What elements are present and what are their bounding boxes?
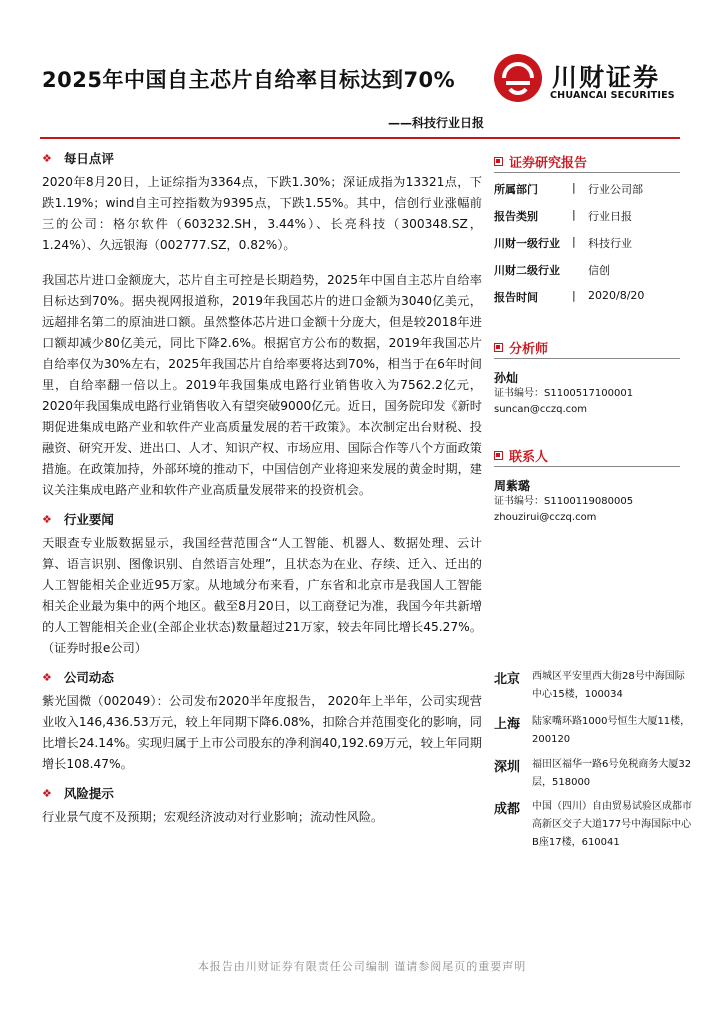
main-content — [42, 148, 482, 828]
diamond-bullet-icon: ❖ — [42, 151, 52, 165]
sidebar-divider — [494, 358, 680, 359]
sidebar-divider — [494, 172, 680, 173]
info-row: 川财一级行业 | 科技行业 — [494, 235, 632, 250]
info-row: 川财二级行业 信创 — [494, 264, 610, 277]
section-daily-review — [42, 148, 482, 501]
logo-text-cn: 川财证券 — [552, 63, 661, 92]
logo-text-en: CHUANCAI SECURITIES — [550, 90, 675, 101]
office-shenzhen: 深圳 福田区福华一路6号免税商务大厦32层，518000 — [494, 759, 692, 788]
sidebar-heading-report: 证券研究报告 — [494, 152, 694, 170]
square-bullet-icon — [494, 451, 503, 460]
company-logo — [494, 54, 684, 106]
section-industry-news — [42, 509, 482, 659]
paragraph: 2020年8月20日，上证综指为3364点，下跌1.30%；深证成指为13321点，下跌1.19%；wind自主可控指数为9395点，下跌1.55%。其中，信创行业涨幅前三的公司：格尔软件（603232.SH，3.44%）、长亮科技（300348.SZ，1.24%）、久远银海（002777.SZ，0.82%）。 — [42, 175, 482, 252]
paragraph: 紫光国微（002049）：公司发布2020半年度报告， 2020年上半年，公司实现营业收入146,436.53万元，较上年同期下降6.08%，扣除合并范围变化的影响，同比增长24.14%。实现归属于上市公司股东的净利润40,192.69万元，较上年同期增长108.47%。 — [42, 694, 482, 771]
contact-cert: 证书编号：S1100119080005 — [494, 496, 634, 507]
page-footer: 本报告由川财证券有限责任公司编制 谨请参阅尾页的重要声明 — [197, 960, 527, 973]
info-row: 报告类别 | 行业日报 — [494, 208, 632, 223]
office-beijing: 北京 西城区平安里西大街28号中海国际中心15楼，100034 — [494, 671, 685, 700]
sidebar-heading-analyst: 分析师 — [494, 338, 694, 356]
section-company-news — [42, 667, 482, 775]
header-divider — [40, 137, 680, 139]
section-heading: ❖ 公司动态 — [42, 670, 114, 685]
info-row: 报告时间 | 2020/8/20 — [494, 289, 645, 304]
square-bullet-icon — [494, 343, 503, 352]
sidebar-heading-contact: 联系人 — [494, 446, 694, 464]
office-shanghai: 上海 陆家嘴环路1000号恒生大厦11楼，200120 — [494, 716, 691, 745]
analyst-block — [494, 338, 694, 418]
square-bullet-icon — [494, 157, 503, 166]
sidebar — [494, 152, 694, 526]
analyst-email: suncan@cczq.com — [494, 404, 587, 415]
analyst-cert: 证书编号：S1100517100001 — [494, 388, 634, 399]
diamond-bullet-icon: ❖ — [42, 670, 52, 684]
section-heading: ❖ 风险提示 — [42, 786, 114, 801]
diamond-bullet-icon: ❖ — [42, 786, 52, 800]
section-heading: ❖ 每日点评 — [42, 151, 114, 166]
logo-mark-icon — [494, 54, 542, 102]
sidebar-divider — [494, 466, 680, 467]
section-heading: ❖ 行业要闻 — [42, 512, 114, 527]
office-chengdu: 成都 中国（四川）自由贸易试验区成都市高新区交子大道177号中海国际中心B座17楼，610041 — [494, 801, 692, 848]
contact-email: zhouzirui@cczq.com — [494, 512, 597, 523]
paragraph: 我国芯片进口金额庞大，芯片自主可控是长期趋势，2025年中国自主芯片自给率目标达到70%。据央视网报道称，2019年我国芯片的进口金额为3040亿美元，远超排名第二的原油进口额。虽然整体芯片进口金额十分庞大，但是较2018年进口额却减少80亿美元，同比下降2.6%。根据官方公布的数据，2019年我国芯片自给率仅为30%左右，2025年我国芯片自给率要将达到70%，相当于在6年时间里，自给率翻一倍以上。2019年我国集成电路行业销售收入为7562.2亿元，2020年我国集成电路行业销售收入有望突破9000亿元。近日，国务院印发《新时期促进集成电路产业和软件产业高质量发展的若干政策》。本次制定出台财税、投融资、研究开发、进出口、人才、知识产权、市场应用、国际合作等八个方面政策措施。在政策加持，外部环境的推动下，中国信创产业将迎来发展的黄金时期，建议关注集成电路产业和软件产业高质量发展带来的投资机会。 — [42, 273, 482, 497]
diamond-bullet-icon: ❖ — [42, 512, 52, 526]
info-row: 所属部门 | 行业公司部 — [494, 181, 643, 196]
paragraph: 行业景气度不及预期；宏观经济波动对行业影响；流动性风险。 — [42, 810, 384, 824]
analyst-name: 孙灿 — [494, 371, 519, 385]
contact-block — [494, 446, 694, 526]
report-info-table — [494, 181, 694, 316]
contact-name: 周紫璐 — [494, 479, 531, 493]
section-risk — [42, 783, 482, 828]
report-title: 2025年中国自主芯片自给率目标达到70% — [42, 68, 456, 92]
report-subtitle: ——科技行业日报 — [387, 116, 484, 130]
paragraph: 天眼查专业版数据显示，我国经营范围含“人工智能、机器人、数据处理、云计算、语言识别、图像识别、自然语言处理”，且状态为在业、存续、迁入、迁出的人工智能相关企业近95万家。从地域分布来看，广东省和北京市是我国人工智能相关企业最为集中的两个地区。截至8月20日，以工商登记为准，我国今年共新增的人工智能相关企业(全部企业状态)数量超过21万家，较去年同比增长45.27%。（证券时报e公司） — [42, 536, 482, 655]
